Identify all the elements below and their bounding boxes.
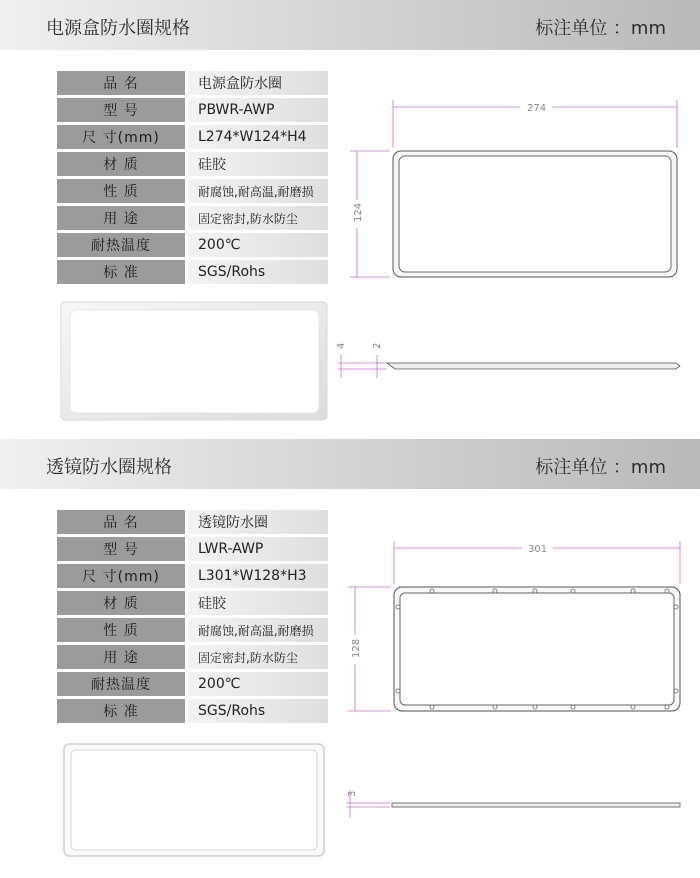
spec-key: 尺 寸(mm) bbox=[57, 564, 185, 588]
spec-row bbox=[57, 645, 328, 669]
spec-value: 透镜防水圈 bbox=[185, 510, 328, 534]
spec-key: 用 途 bbox=[57, 645, 185, 669]
lens-top-view bbox=[348, 541, 680, 711]
dim-length: 274 bbox=[527, 103, 547, 114]
spec-value: L301*W128*H3 bbox=[185, 564, 328, 588]
spec-key: 标 准 bbox=[57, 260, 185, 284]
spec-key: 标 准 bbox=[57, 699, 185, 723]
section-header-lens bbox=[0, 439, 700, 489]
lens-side-view bbox=[346, 790, 680, 818]
spec-key: 材 质 bbox=[57, 152, 185, 176]
spec-value: L274*W124*H4 bbox=[185, 125, 328, 149]
spec-value: SGS/Rohs bbox=[185, 699, 328, 723]
power-box-gasket-photo bbox=[61, 302, 327, 420]
spec-key: 用 途 bbox=[57, 206, 185, 230]
dim-width: 124 bbox=[353, 202, 364, 222]
power-box-side-view bbox=[338, 355, 680, 378]
section-title: 电源盒防水圈规格 bbox=[46, 18, 190, 39]
spec-value: 固定密封,防水防尘 bbox=[185, 206, 328, 230]
spec-key: 尺 寸(mm) bbox=[57, 125, 185, 149]
spec-key: 耐热温度 bbox=[57, 233, 185, 257]
spec-key: 材 质 bbox=[57, 591, 185, 615]
spec-key: 性 质 bbox=[57, 179, 185, 203]
spec-value: 硅胶 bbox=[185, 152, 328, 176]
spec-value: PBWR-AWP bbox=[185, 98, 328, 122]
dim-thickness: 2 bbox=[372, 342, 383, 349]
spec-row bbox=[57, 618, 328, 642]
spec-key: 品 名 bbox=[57, 71, 185, 95]
dim-height: 3 bbox=[347, 790, 358, 797]
lens-gasket-photo bbox=[64, 744, 324, 856]
unit-label: 标注单位 ：mm bbox=[535, 457, 666, 478]
spec-row bbox=[57, 510, 328, 534]
dim-length: 301 bbox=[528, 544, 548, 555]
section-title: 透镜防水圈规格 bbox=[46, 457, 172, 478]
spec-row bbox=[57, 564, 328, 588]
spec-row bbox=[57, 537, 328, 561]
spec-key: 型 号 bbox=[57, 537, 185, 561]
spec-value: LWR-AWP bbox=[185, 537, 328, 561]
spec-value: 耐腐蚀,耐高温,耐磨损 bbox=[185, 179, 328, 203]
spec-key: 品 名 bbox=[57, 510, 185, 534]
spec-key: 性 质 bbox=[57, 618, 185, 642]
spec-row bbox=[57, 699, 328, 723]
spec-value: 200℃ bbox=[185, 672, 328, 696]
spec-value: 200℃ bbox=[185, 233, 328, 257]
spec-value: 耐腐蚀,耐高温,耐磨损 bbox=[185, 618, 328, 642]
dim-height: 4 bbox=[336, 342, 347, 349]
spec-value: SGS/Rohs bbox=[185, 260, 328, 284]
spec-table-lens bbox=[57, 507, 328, 726]
spec-row bbox=[57, 672, 328, 696]
spec-value: 电源盒防水圈 bbox=[185, 71, 328, 95]
dim-width: 128 bbox=[351, 638, 362, 658]
spec-row bbox=[57, 591, 328, 615]
spec-key: 耐热温度 bbox=[57, 672, 185, 696]
spec-key: 型 号 bbox=[57, 98, 185, 122]
spec-value: 固定密封,防水防尘 bbox=[185, 645, 328, 669]
spec-value: 硅胶 bbox=[185, 591, 328, 615]
unit-label: 标注单位 ：mm bbox=[535, 18, 666, 39]
power-box-top-view bbox=[350, 100, 677, 277]
